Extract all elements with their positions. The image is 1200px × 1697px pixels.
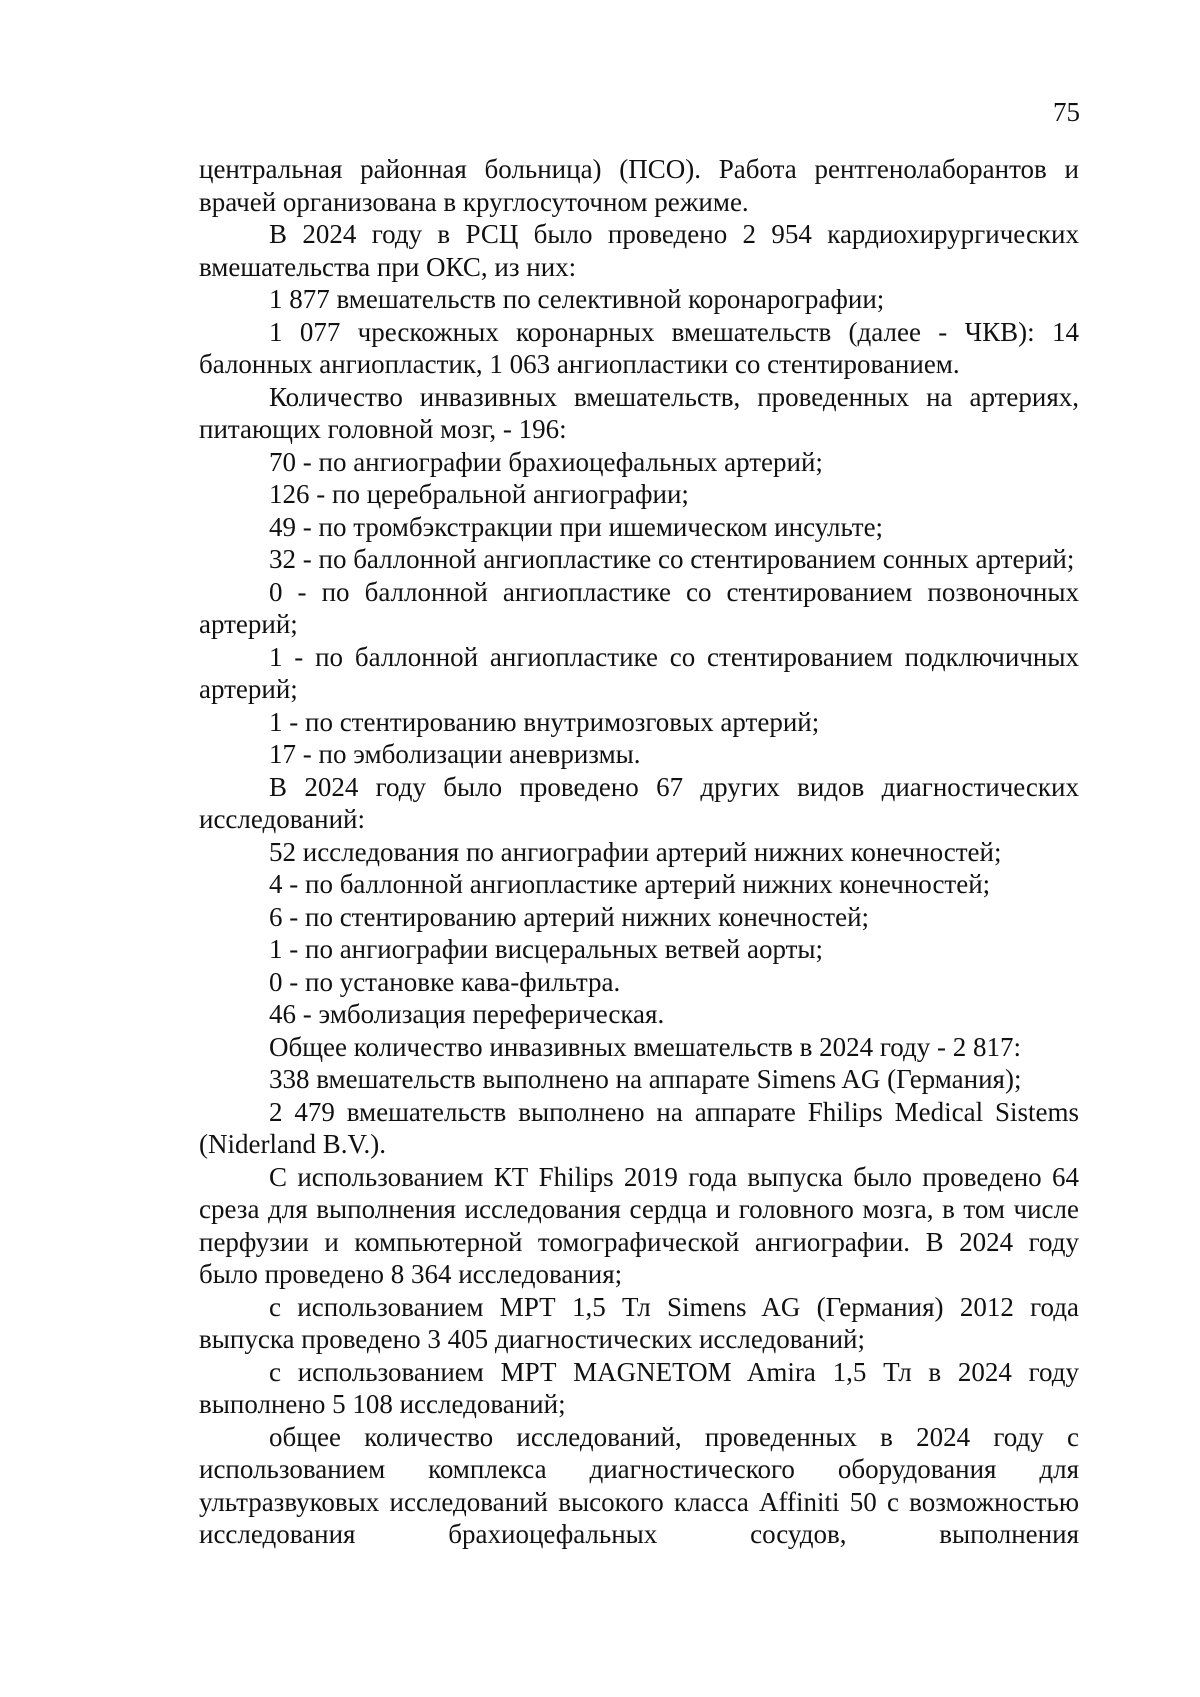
paragraph: 1 077 чрескожных коронарных вмешательств (далее - ЧКВ): 14 балонных ангиопластик, 1 063 ангиопластики со стентированием. [199,316,1079,379]
list-item: 17 - по эмболизации аневризмы. [269,739,641,769]
list-item: 49 - по тромбэкстракции при ишемическом инсульте; [269,511,884,542]
list-item: 52 исследования по ангиографии артерий нижних конечностей; [269,836,1002,867]
list-item: 4 - по баллонной ангиопластике артерий нижних конечностей; [269,869,991,899]
paragraph: с использованием МРТ 1,5 Тл Simens AG (Германия) 2012 года выпуска проведено 3 405 диагностических исследований; [199,1291,1079,1354]
paragraph: Количество инвазивных вмешательств, проведенных на артериях, питающих головной мозг, - 196: [199,381,1079,444]
paragraph: В 2024 году было проведено 67 других видов диагностических исследований: [199,771,1079,834]
list-item: 1 - по ангиографии висцеральных ветвей аорты; [269,934,824,964]
paragraph: центральная районная больница) (ПСО). Работа рентгенолаборантов и врачей организована в круглосуточном режиме. [199,154,1079,217]
paragraph: С использованием КТ Fhilips 2019 года выпуска было проведено 64 среза для выполнения исследования сердца и головного мозга, в том числе перфузии и компьютерной томографической ангиографии. В 2024 году было проведено 8 364 исследования; [199,1161,1079,1289]
list-item: 0 - по баллонной ангиопластике со стентированием позвоночных артерий; [199,576,1079,639]
page-number: 75 [1053,97,1080,127]
list-item: 70 - по ангиографии брахиоцефальных артерий; [269,446,823,477]
list-item: 46 - эмболизация переферическая. [269,999,665,1029]
list-item: 6 - по стентированию артерий нижних конечностей; [269,901,870,932]
paragraph: с использованием МРТ MAGNETOM Amira 1,5 Тл в 2024 году выполнено 5 108 исследований; [199,1356,1079,1419]
list-item: 32 - по баллонной ангиопластике со стентированием сонных артерий; [269,544,1075,574]
body-text [199,153,1079,1551]
list-item: 1 - по стентированию внутримозговых артерий; [269,706,820,737]
list-item: 338 вмешательств выполнено на аппарате Simens AG (Германия); [269,1064,1022,1094]
list-item: 1 - по баллонной ангиопластике со стентированием подключичных артерий; [199,641,1079,704]
list-item: 2 479 вмешательств выполнено на аппарате Fhilips Medical Sistems (Niderland B.V.). [199,1096,1079,1159]
paragraph: общее количество исследований, проведенных в 2024 году с использованием комплекса диагностического оборудования для ультразвуковых исследований высокого класса Affiniti 50 с возможностью исследования брахиоцефальных сосудов, выполнения [199,1421,1079,1549]
list-item: 0 - по установке кава-фильтра. [269,966,621,997]
paragraph: Общее количество инвазивных вмешательств в 2024 году - 2 817: [269,1031,1022,1062]
paragraph: 1 877 вмешательств по селективной коронарографии; [269,284,885,314]
list-item: 126 - по церебральной ангиографии; [269,479,689,509]
paragraph: В 2024 году в РСЦ было проведено 2 954 кардиохирургических вмешательства при ОКС, из них: [199,219,1079,282]
